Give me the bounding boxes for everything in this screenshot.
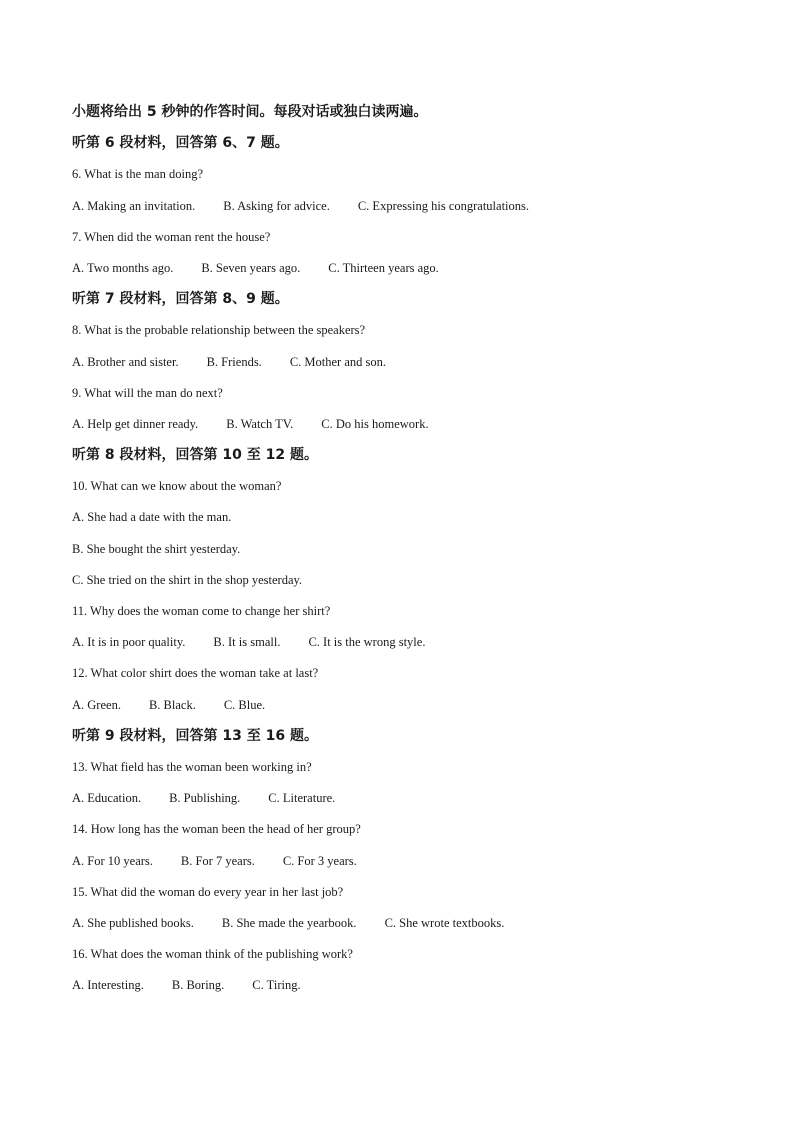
question-text: 12. What color shirt does the woman take at last? [72, 666, 319, 681]
section-heading: 听第 6 段材料，回答第 6、7 题。 [72, 135, 289, 152]
answer-option: A. Brother and sister. [72, 354, 179, 369]
answer-options [72, 253, 752, 284]
answer-option: A. Interesting. [72, 978, 144, 993]
question-text: 14. How long has the woman been the head of her group? [72, 822, 361, 837]
answer-options [72, 347, 752, 378]
answer-option: B. Boring. [171, 978, 225, 993]
answer-option: B. For 7 years. [180, 853, 255, 868]
section-heading: 小题将给出 5 秒钟的作答时间。每段对话或独白读两遍。 [72, 104, 428, 120]
question-text: 11. Why does the woman come to change her shirt? [72, 604, 331, 618]
question-text: 9. What will the man do next? [72, 385, 223, 400]
answer-option: A. It is in poor quality. [72, 635, 186, 650]
question-text: 10. What can we know about the woman? [72, 479, 282, 494]
question-text: B. She bought the shirt yesterday. [72, 541, 241, 556]
question-text: 16. What does the woman think of the publishing work? [72, 947, 353, 962]
answer-option: C. Expressing his congratulations. [357, 198, 530, 213]
question-text: 15. What did the woman do every year in her last job? [72, 884, 344, 899]
question-text: 8. What is the probable relationship between the speakers? [72, 323, 366, 338]
answer-option: B. Seven years ago. [201, 260, 301, 275]
answer-option: B. Friends. [206, 354, 262, 369]
answer-option: C. Thirteen years ago. [328, 260, 439, 275]
answer-option: A. She published books. [72, 915, 194, 930]
answer-option: C. Tiring. [252, 978, 301, 993]
answer-option: A. Two months ago. [72, 260, 174, 275]
question-text: 13. What field has the woman been working in? [72, 759, 312, 774]
answer-option: A. For 10 years. [72, 853, 153, 868]
question-text: 7. When did the woman rent the house? [72, 229, 271, 244]
answer-option: C. Blue. [223, 697, 266, 712]
section-heading: 听第 7 段材料，回答第 8、9 题。 [72, 291, 289, 308]
answer-options [72, 846, 752, 877]
exam-page [72, 97, 752, 1001]
question-text: C. She tried on the shirt in the shop yesterday. [72, 572, 303, 587]
answer-option: B. Publishing. [169, 791, 241, 806]
answer-option: A. Making an invitation. [72, 198, 196, 213]
answer-options [72, 191, 752, 222]
answer-option: C. Literature. [268, 791, 336, 806]
answer-option: C. Do his homework. [321, 416, 429, 431]
answer-options [72, 970, 752, 1001]
answer-options [72, 690, 752, 721]
answer-option: A. Education. [72, 791, 142, 806]
answer-option: B. Watch TV. [226, 416, 294, 431]
answer-option: C. She wrote textbooks. [384, 915, 505, 930]
answer-options [72, 908, 752, 939]
answer-option: C. It is the wrong style. [308, 635, 426, 650]
section-heading: 听第 9 段材料，回答第 13 至 16 题。 [72, 727, 318, 744]
answer-option: C. Mother and son. [289, 354, 386, 369]
answer-option: B. Black. [148, 697, 196, 712]
answer-options [72, 627, 752, 658]
answer-option: B. Asking for advice. [223, 198, 330, 213]
answer-option: A. Green. [72, 697, 121, 712]
answer-options [72, 783, 752, 814]
answer-option: A. Help get dinner ready. [72, 416, 199, 431]
question-text: 6. What is the man doing? [72, 167, 203, 182]
answer-option: B. She made the yearbook. [221, 915, 357, 930]
answer-option: C. For 3 years. [282, 853, 357, 868]
answer-option: B. It is small. [213, 635, 281, 650]
section-heading: 听第 8 段材料，回答第 10 至 12 题。 [72, 447, 318, 464]
answer-options [72, 409, 752, 440]
question-text: A. She had a date with the man. [72, 510, 232, 525]
